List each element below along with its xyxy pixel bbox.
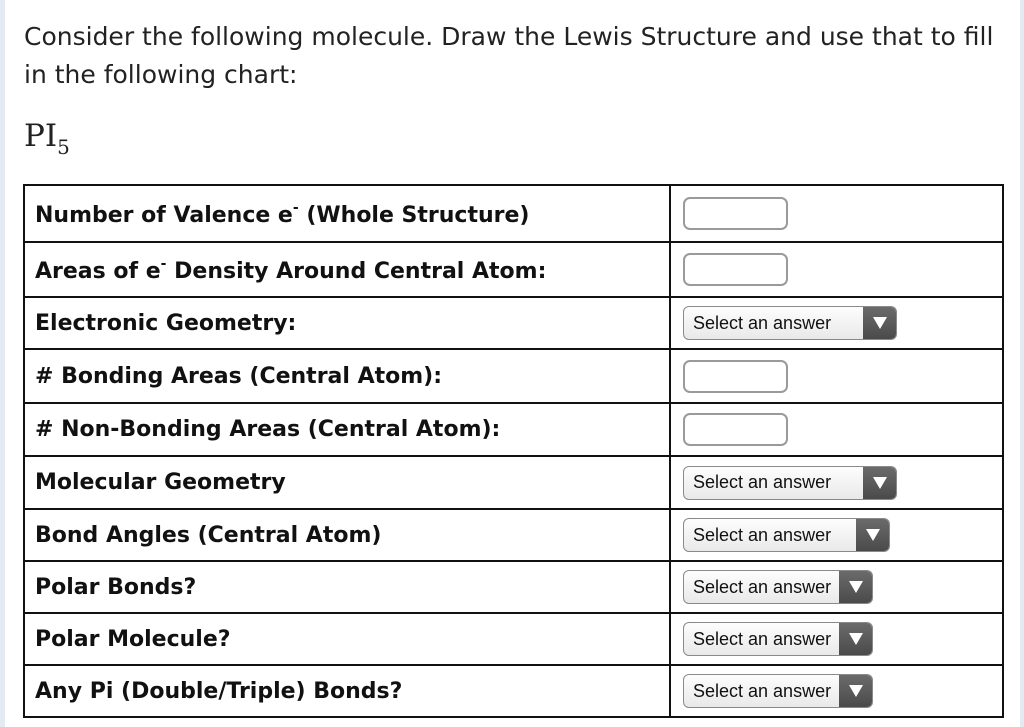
molecule-formula <box>24 118 70 159</box>
select-value: Select an answer <box>693 628 832 649</box>
non-bonding-areas-input[interactable] <box>683 413 788 446</box>
table-row <box>24 297 1003 349</box>
select-value: Select an answer <box>693 524 832 545</box>
table-row <box>24 403 1003 456</box>
table-row <box>24 665 1003 717</box>
triangle-down-icon <box>839 675 872 707</box>
row-label-electronic-geometry: Electronic Geometry: <box>24 297 670 349</box>
table-row <box>24 349 1003 403</box>
pi-bonds-select[interactable] <box>683 674 873 708</box>
formula-base: PI <box>24 118 58 154</box>
table-row <box>24 185 1003 242</box>
triangle-down-icon <box>863 307 896 339</box>
select-value: Select an answer <box>693 472 832 492</box>
valence-electrons-input[interactable] <box>683 197 788 230</box>
question-prompt <box>24 18 1009 94</box>
row-label-electron-density-areas: Areas of e- Density Around Central Atom: <box>24 242 670 297</box>
row-label-molecular-geometry: Molecular Geometry <box>24 456 670 509</box>
triangle-down-icon <box>839 623 872 655</box>
answer-chart <box>23 184 1004 718</box>
row-label-polar-molecule: Polar Molecule? <box>24 613 670 665</box>
select-value: Select an answer <box>693 680 832 701</box>
bonding-areas-input[interactable] <box>683 360 788 393</box>
select-value: Select an answer <box>693 576 832 597</box>
table-row <box>24 456 1003 509</box>
formula-subscript: 5 <box>57 135 70 159</box>
bond-angles-select[interactable] <box>683 518 890 552</box>
page-frame-right <box>1020 0 1024 727</box>
row-label-polar-bonds: Polar Bonds? <box>24 561 670 613</box>
table-row <box>24 242 1003 297</box>
table-row <box>24 561 1003 613</box>
molecular-geometry-select[interactable] <box>683 466 897 500</box>
triangle-down-icon <box>863 467 896 499</box>
polar-bonds-select[interactable] <box>683 570 873 604</box>
prompt-line-1: Consider the following molecule. Draw the Lewis Structure and use that to fill <box>24 22 994 51</box>
polar-molecule-select[interactable] <box>683 622 873 656</box>
select-value: Select an answer <box>693 312 832 333</box>
triangle-down-icon <box>839 571 872 603</box>
row-label-non-bonding-areas: # Non-Bonding Areas (Central Atom): <box>24 403 670 456</box>
table-row <box>24 613 1003 665</box>
row-label-valence-electrons: Number of Valence e- (Whole Structure) <box>24 185 670 242</box>
table-row <box>24 509 1003 561</box>
prompt-line-2: in the following chart: <box>24 60 298 89</box>
triangle-down-icon <box>856 519 889 551</box>
row-label-bonding-areas: # Bonding Areas (Central Atom): <box>24 349 670 403</box>
page-frame-left <box>0 0 5 727</box>
electron-density-areas-input[interactable] <box>683 253 788 286</box>
electronic-geometry-select[interactable] <box>683 306 897 340</box>
row-label-bond-angles: Bond Angles (Central Atom) <box>24 509 670 561</box>
row-label-pi-bonds: Any Pi (Double/Triple) Bonds? <box>24 665 670 717</box>
